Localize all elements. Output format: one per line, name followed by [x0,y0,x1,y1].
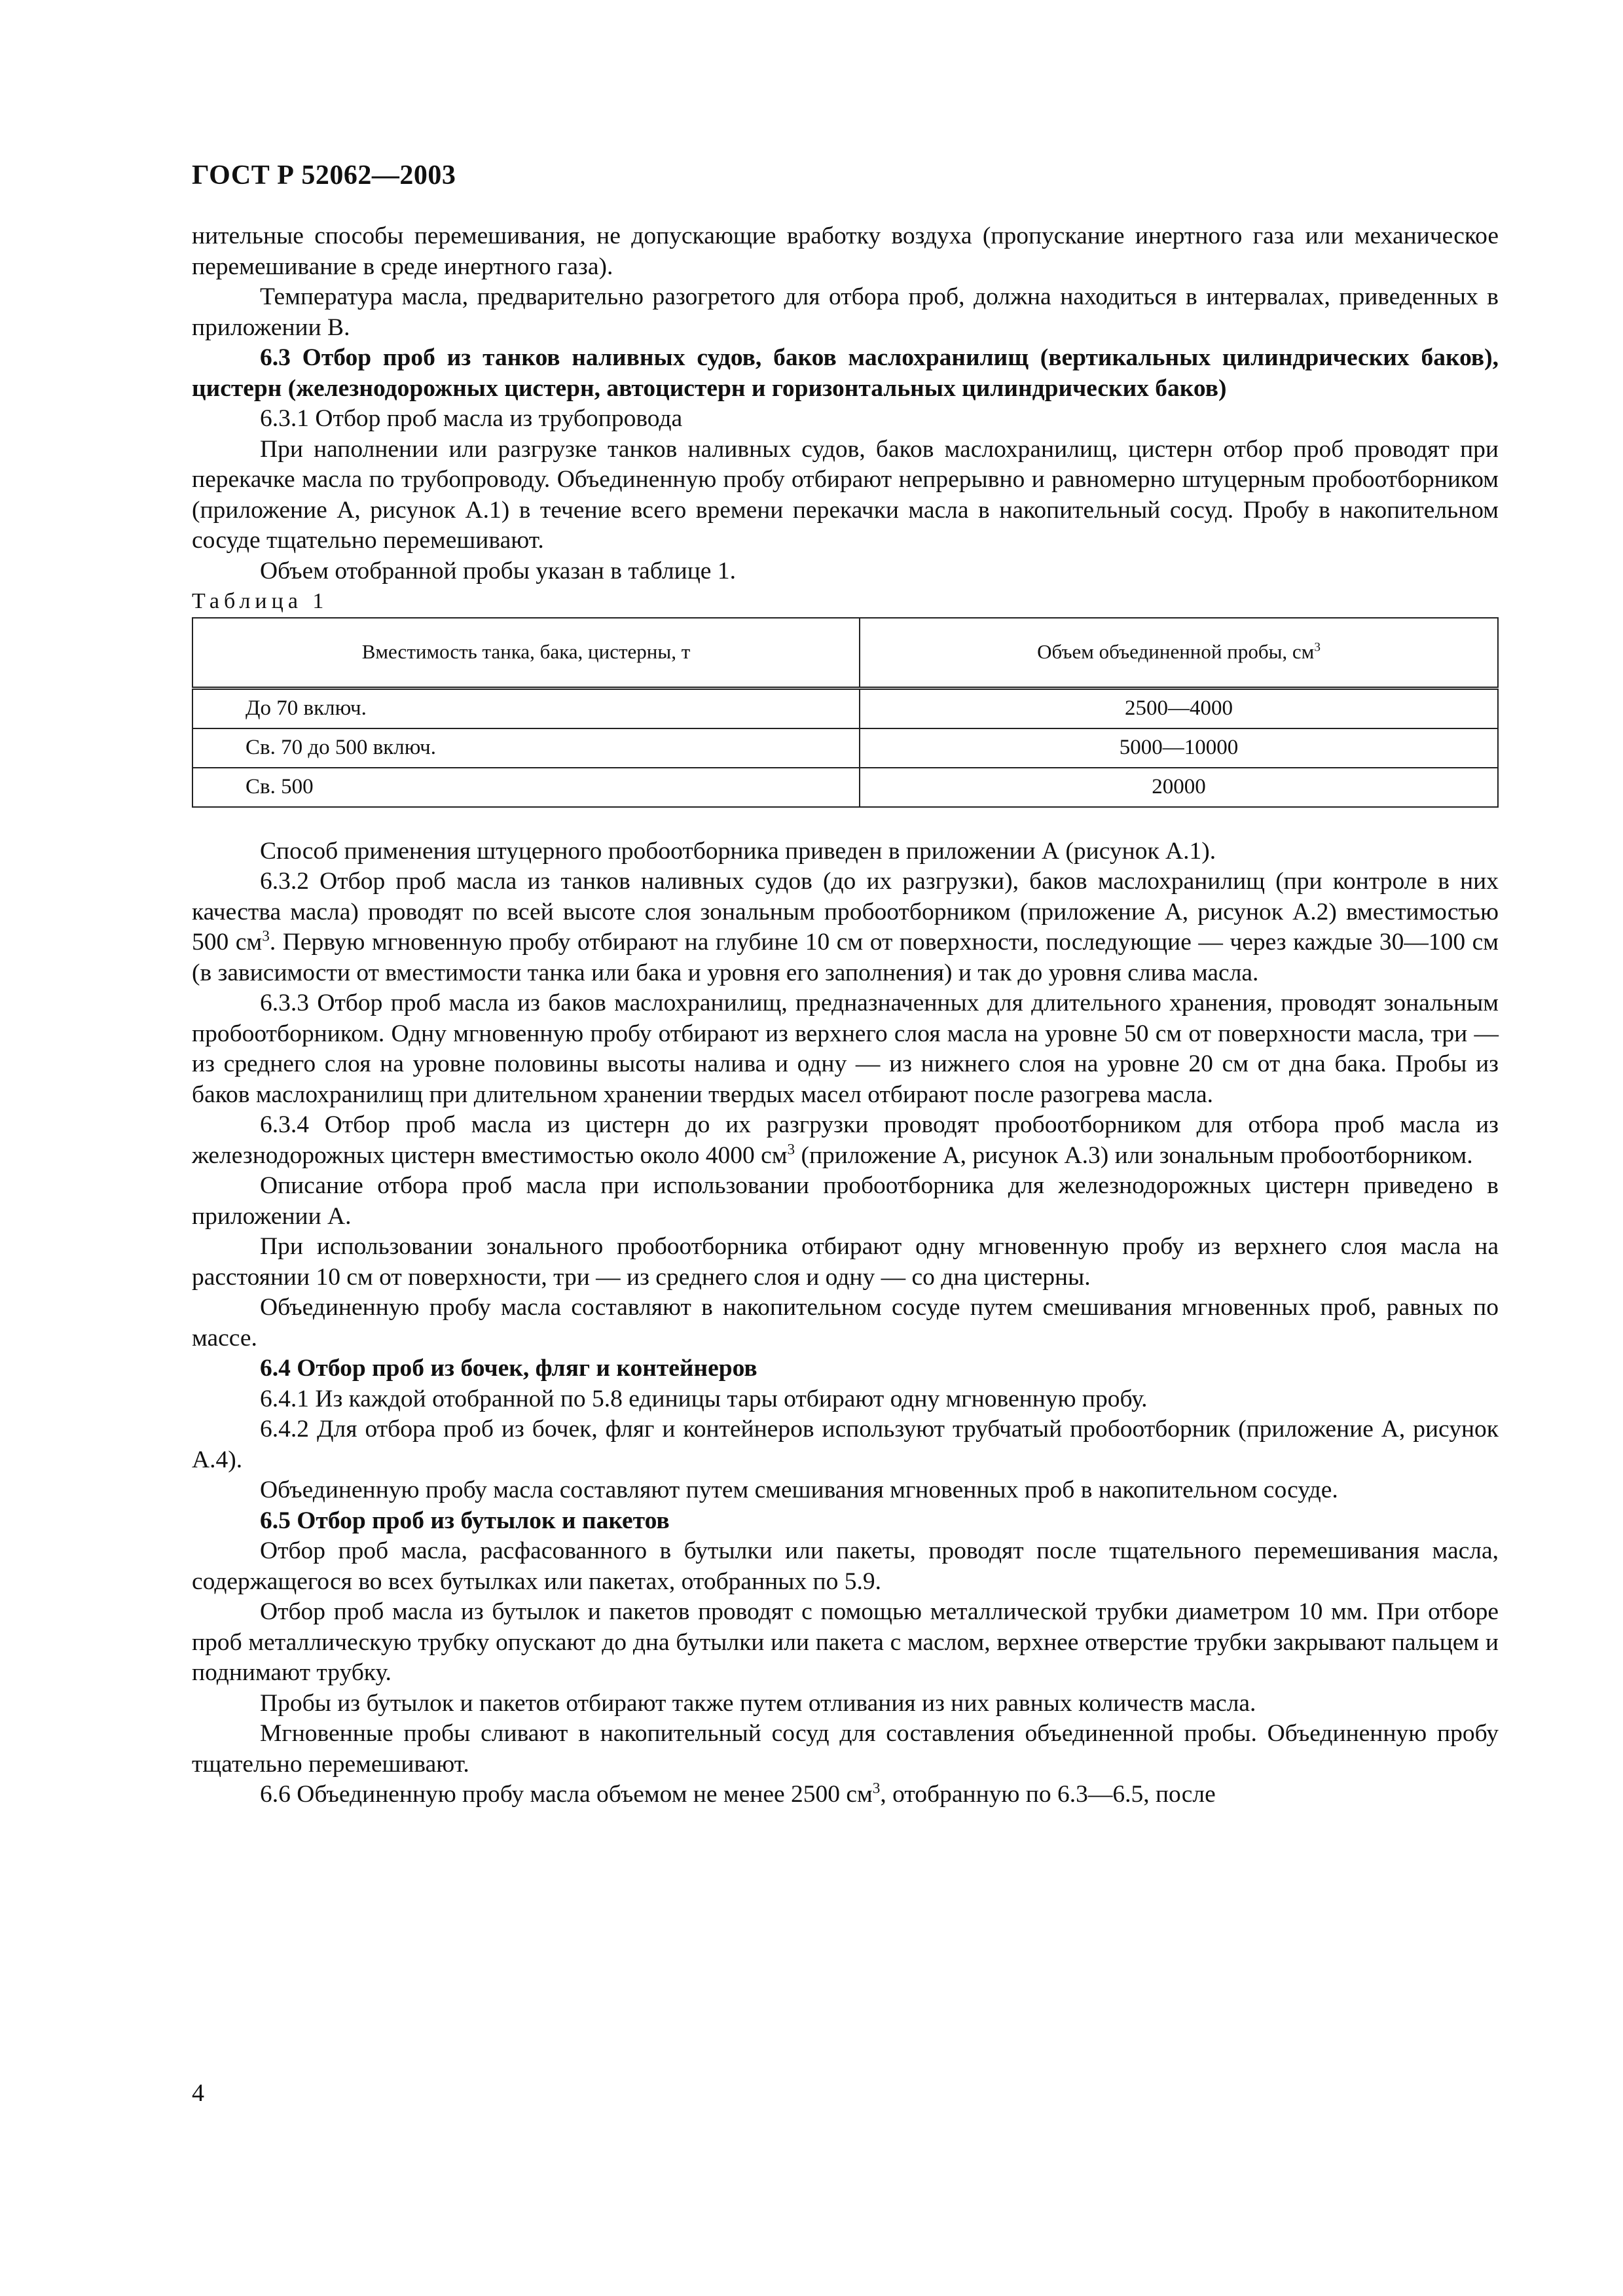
paragraph: Объединенную пробу масла составляют в накопительном сосуде путем смешивания мгновенных проб, равных по массе. [192,1294,1499,1352]
paragraph: Отбор проб масла, расфасованного в бутылки или пакеты, проводят после тщательного перемешивания масла, содержащегося во всех бутылках или пакетах, отобранных по 5.9. [192,1537,1499,1595]
paragraph: 6.3.4 Отбор проб масла из цистерн до их разгрузки проводят пробоотборником для отбора проб масла из железнодорожных цистерн вместимостью около 4000 $см^3$ (приложение А, рисунок А.3) или зональным пробоотборником. [192,1111,1499,1169]
cell-volume: 2500—4000 [860,688,1498,728]
column-header-capacity: Вместимость танка, бака, цистерны, т [192,618,860,689]
paragraph: 6.3.1 Отбор проб масла из трубопровода [260,405,683,432]
paragraph: Описание отбора проб масла при использовании пробоотборника для железнодорожных цистерн приведено в приложении А. [192,1172,1499,1230]
cell-volume: 20000 [860,768,1498,807]
table-row [192,688,1498,728]
paragraph: 6.6 Объединенную пробу масла объемом не менее 2500 $см^3$, отобранную по 6.3—6.5, после [260,1780,1216,1808]
section-heading: 6.5 Отбор проб из бутылок и пакетов [260,1507,670,1534]
table-row [192,768,1498,807]
cell-capacity: Св. 500 [192,768,860,807]
section-heading: 6.4 Отбор проб из бочек, фляг и контейнеров [260,1355,757,1382]
table-caption: Таблица 1 [192,589,329,613]
document-body [192,221,1499,1810]
paragraph: 6.3.2 Отбор проб масла из танков наливных судов (до их разгрузки), баков маслохранилищ (при контроле в них качества масла) проводят по всей высоте слоя зональным пробоотборником (приложение А, рисунок А.2) вместимостью 500 $см^3$. Первую мгновенную пробу отбирают на глубине 10 см от поверхности, последующие — через каждые 30—100 см (в зависимости от вместимости танка или бака и уровня его заполнения) и так до уровня слива масла. [192,868,1499,986]
paragraph: При наполнении или разгрузке танков наливных судов, баков маслохранилищ, цистерн отбор проб проводят при перекачке масла по трубопроводу. Объединенную пробу отбирают непрерывно и равномерно штуцерным пробоотборником (приложение А, рисунок А.1) в течение всего времени перекачки масла в накопительный сосуд. Пробу в накопительном сосуде тщательно перемешивают. [192,435,1499,554]
paragraph: Способ применения штуцерного пробоотборника приведен в приложении А (рисунок А.1). [260,837,1216,865]
section-heading: 6.3 Отбор проб из танков наливных судов, баков маслохранилищ (вертикальных цилиндрических баков), цистерн (железнодорожных цистерн, автоцистерн и горизонтальных цилиндрических баков) [192,344,1499,402]
paragraph: 6.3.3 Отбор проб масла из баков маслохранилищ, предназначенных для длительного хранения, проводят зональным пробоотборником. Одну мгновенную пробу отбирают из верхнего слоя масла на уровне 50 см от поверхности масла, три — из среднего слоя на уровне половины высоты налива и одну — из нижнего слоя на уровне 20 см от дна бака. Пробы из баков маслохранилищ при длительном хранении твердых масел отбирают после разогрева масла. [192,990,1499,1108]
page-number: 4 [192,2079,204,2107]
paragraph: При использовании зонального пробоотборника отбирают одну мгновенную пробу из верхнего слоя масла на расстоянии 10 см от поверхности, три — из среднего слоя и одну — со дна цистерны. [192,1233,1499,1291]
column-header-volume: Объем объединенной пробы, $см^3$ [860,618,1498,689]
cell-volume: 5000—10000 [860,728,1498,768]
document-header: ГОСТ Р 52062—2003 [192,160,456,190]
paragraph: Объединенную пробу масла составляют путем смешивания мгновенных проб в накопительном сосуде. [260,1477,1338,1503]
table-header-row [192,618,1498,689]
paragraph: 6.4.2 Для отбора проб из бочек, фляг и контейнеров используют трубчатый пробоотборник (приложение А, рисунок А.4). [192,1416,1499,1473]
sample-volume-table [192,617,1499,808]
paragraph: 6.4.1 Из каждой отобранной по 5.8 единицы тары отбирают одну мгновенную пробу. [260,1385,1148,1412]
table-row [192,728,1498,768]
paragraph: Мгновенные пробы сливают в накопительный сосуд для составления объединенной пробы. Объединенную пробу тщательно перемешивают. [192,1720,1499,1778]
paragraph: нительные способы перемешивания, не допускающие вработку воздуха (пропускание инертного газа или механическое перемешивание в среде инертного газа). [192,223,1499,280]
paragraph: Пробы из бутылок и пакетов отбирают также путем отливания из них равных количеств масла. [260,1689,1256,1717]
cell-capacity: До 70 включ. [192,688,860,728]
paragraph: Отбор проб масла из бутылок и пакетов проводят с помощью металлической трубки диаметром 10 мм. При отборе проб металлическую трубку опускают до дна бутылки или пакета с маслом, верхнее отверстие трубки закрывают пальцем и поднимают трубку. [192,1598,1499,1686]
paragraph: Температура масла, предварительно разогретого для отбора проб, должна находиться в интервалах, приведенных в приложении В. [192,283,1499,341]
paragraph: Объем отобранной пробы указан в таблице 1. [260,557,736,584]
cell-capacity: Св. 70 до 500 включ. [192,728,860,768]
